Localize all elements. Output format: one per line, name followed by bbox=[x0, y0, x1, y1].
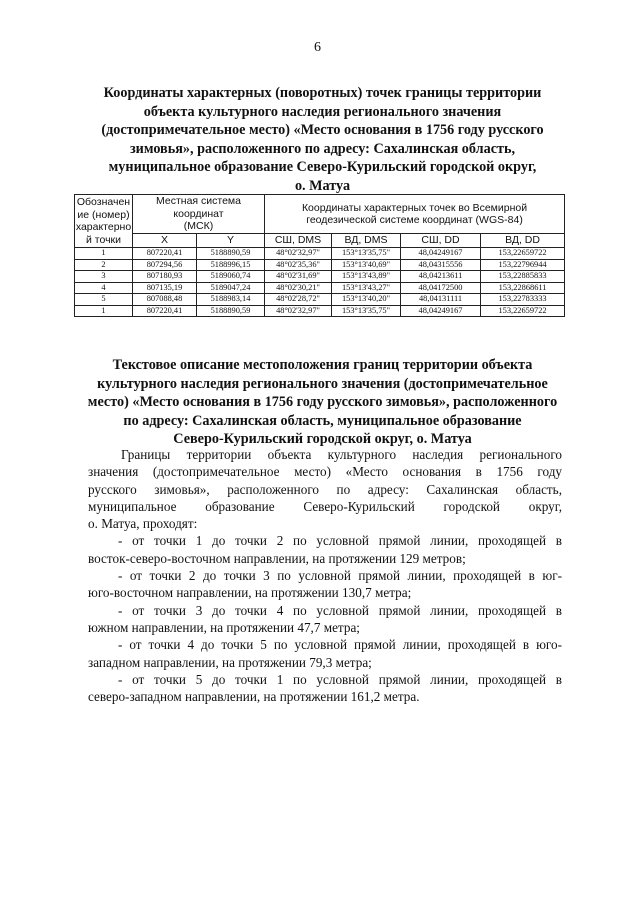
table-cell: 5188890,59 bbox=[197, 248, 265, 260]
coordinates-title bbox=[60, 84, 585, 196]
table-cell: 1 bbox=[75, 248, 133, 260]
segment-line: восток-северо-восточном направлении, на протяжении 129 метров; bbox=[88, 550, 466, 566]
table-cell: 807135,19 bbox=[133, 282, 197, 294]
segment-line: - от точки 4 до точки 5 по условной прямой линии, проходящей в юго- bbox=[118, 637, 562, 653]
table-cell: 807220,41 bbox=[133, 305, 197, 317]
segment-line: южном направлении, на протяжении 47,7 метра; bbox=[88, 619, 360, 635]
table-row bbox=[75, 259, 565, 271]
table-cell: 48,04131111 bbox=[401, 294, 481, 306]
table-cell: 153°13'43,89" bbox=[332, 271, 401, 283]
title-line: муниципальное образование Северо-Курильский городской округ, bbox=[108, 159, 537, 176]
segment-line: юго-восточном направлении, на протяжении 130,7 метра; bbox=[88, 585, 412, 601]
title-line: культурного наследия регионального значения (достопримечательное bbox=[97, 375, 548, 392]
table-cell: 1 bbox=[75, 305, 133, 317]
title-line: по адресу: Сахалинская область, муниципальное образование bbox=[123, 412, 522, 429]
table-cell: 153°13'43,27" bbox=[332, 282, 401, 294]
table-row bbox=[75, 294, 565, 306]
column-header: X bbox=[133, 234, 197, 248]
boundary-description bbox=[88, 446, 562, 705]
segment-line: северо-западном направлении, на протяжении 161,2 метра. bbox=[88, 689, 420, 705]
intro-line: русского зимовья», расположенного по адресу: Сахалинская область, bbox=[88, 481, 562, 497]
table-cell: 807294,56 bbox=[133, 259, 197, 271]
header-wgs84: Координаты характерных точек во Всемирной геодезической системе координат (WGS-84) bbox=[265, 195, 565, 234]
table-cell: 5188890,59 bbox=[197, 305, 265, 317]
title-line: о. Матуа bbox=[294, 177, 351, 194]
table-cell: 48°02'28,72" bbox=[265, 294, 332, 306]
title-line: Северо-Курильский городской округ, о. Матуа bbox=[173, 431, 472, 448]
column-header: СШ, DD bbox=[401, 234, 481, 248]
table-cell: 4 bbox=[75, 282, 133, 294]
table-cell: 48,04315556 bbox=[401, 259, 481, 271]
table-cell: 807220,41 bbox=[133, 248, 197, 260]
table-cell: 153°13'40,20" bbox=[332, 294, 401, 306]
table-cell: 5189047,24 bbox=[197, 282, 265, 294]
table-cell: 153,22796944 bbox=[481, 259, 565, 271]
table-cell: 48°02'32,97" bbox=[265, 248, 332, 260]
intro-line: о. Матуа, проходят: bbox=[88, 516, 198, 532]
page-number: 6 bbox=[314, 40, 321, 55]
table-cell: 48,04172500 bbox=[401, 282, 481, 294]
table-row bbox=[75, 305, 565, 317]
table-cell: 5189060,74 bbox=[197, 271, 265, 283]
segment-line: - от точки 3 до точки 4 по условной прямой линии, проходящей в bbox=[118, 602, 562, 618]
table-row bbox=[75, 248, 565, 260]
table-cell: 48°02'35,36" bbox=[265, 259, 332, 271]
table-cell: 807088,48 bbox=[133, 294, 197, 306]
intro-line: Границы территории объекта культурного наследия регионального bbox=[121, 447, 562, 462]
title-line: (достопримечательное место) «Место основания в 1756 году русского bbox=[101, 122, 544, 139]
table-cell: 48°02'31,69" bbox=[265, 271, 332, 283]
title-line: Текстовое описание местоположения границ территории объекта bbox=[112, 357, 533, 373]
table-cell: 48,04213611 bbox=[401, 271, 481, 283]
header-msk: Местная система координат (МСК) bbox=[133, 195, 265, 234]
segment-line: западном направлении, на протяжении 79,3 метра; bbox=[88, 654, 372, 670]
table-cell: 48°02'32,97" bbox=[265, 305, 332, 317]
table-cell: 48,04249167 bbox=[401, 248, 481, 260]
table-cell: 3 bbox=[75, 271, 133, 283]
header-point-designation: Обозначен ие (номер) характерно й точки bbox=[75, 196, 132, 246]
table-cell: 5 bbox=[75, 294, 133, 306]
description-title bbox=[60, 356, 585, 449]
table-cell: 5188996,15 bbox=[197, 259, 265, 271]
table-cell: 48°02'30,21" bbox=[265, 282, 332, 294]
title-line: зимовья», расположенного по адресу: Сахалинская область, bbox=[129, 140, 516, 157]
table-cell: 5188983,14 bbox=[197, 294, 265, 306]
coordinates-table bbox=[74, 194, 565, 317]
intro-line: муниципальное образование Северо-Курильский городской округ, bbox=[88, 498, 562, 514]
table-row bbox=[75, 271, 565, 283]
column-header: ВД, DD bbox=[481, 234, 565, 248]
segment-line: - от точки 2 до точки 3 по условной прямой линии, проходящей в юг- bbox=[118, 568, 562, 584]
table-cell: 153,22783333 bbox=[481, 294, 565, 306]
intro-line: значения (достопримечательное место) «Место основания в 1756 году bbox=[88, 464, 562, 480]
column-header: СШ, DMS bbox=[265, 234, 332, 248]
segment-line: - от точки 1 до точки 2 по условной прямой линии, проходящей в bbox=[118, 533, 562, 549]
table-cell: 153°13'35,75" bbox=[332, 248, 401, 260]
column-header: Y bbox=[197, 234, 265, 248]
table-cell: 2 bbox=[75, 259, 133, 271]
table-cell: 807180,93 bbox=[133, 271, 197, 283]
segment-line: - от точки 5 до точки 1 по условной прямой линии, проходящей в bbox=[118, 671, 562, 687]
table-cell: 153,22659722 bbox=[481, 248, 565, 260]
table-cell: 153,22659722 bbox=[481, 305, 565, 317]
table-cell: 48,04249167 bbox=[401, 305, 481, 317]
title-line: Координаты характерных (поворотных) точек границы территории bbox=[103, 85, 542, 101]
table-cell: 153°13'35,75" bbox=[332, 305, 401, 317]
table-row bbox=[75, 282, 565, 294]
table-cell: 153°13'40,69" bbox=[332, 259, 401, 271]
title-line: объекта культурного наследия регионального значения bbox=[143, 103, 502, 120]
column-header: ВД, DMS bbox=[332, 234, 401, 248]
table-cell: 153,22868611 bbox=[481, 282, 565, 294]
title-line: место) «Место основания в 1756 году русского зимовья», расположенного bbox=[87, 394, 558, 411]
table-cell: 153,22885833 bbox=[481, 271, 565, 283]
